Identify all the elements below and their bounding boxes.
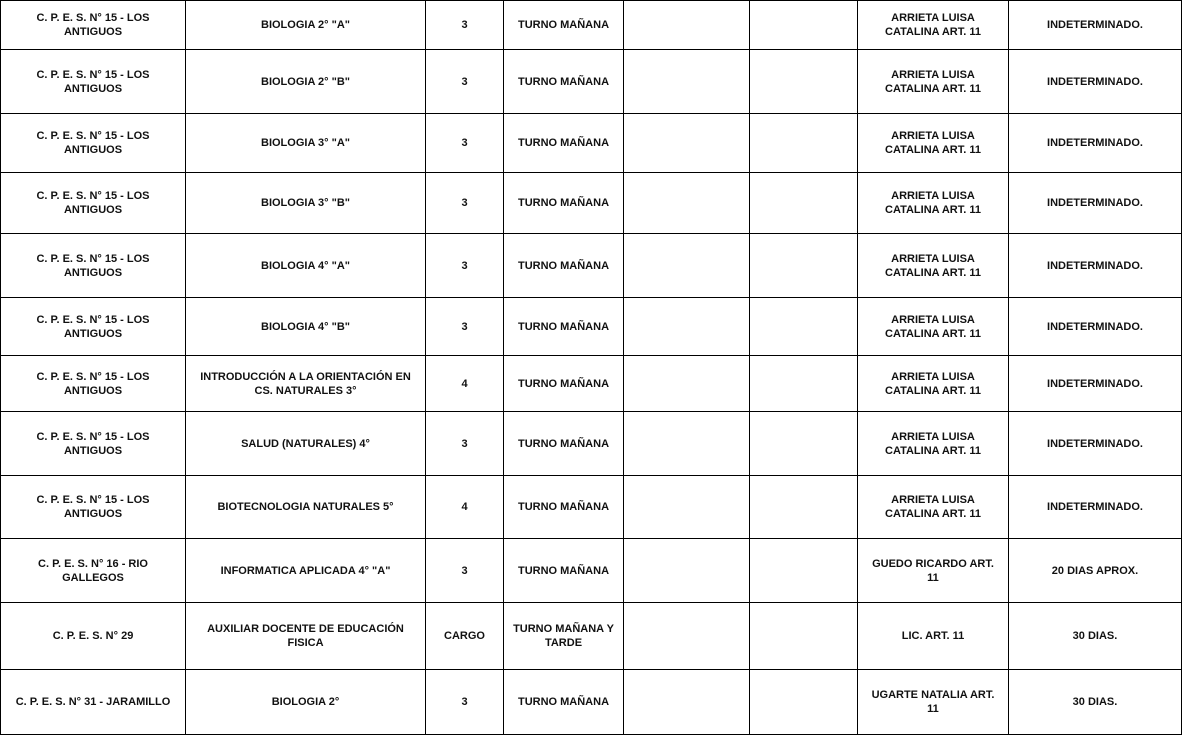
table-row (1, 603, 1182, 670)
holder-cell: ARRIETA LUISA CATALINA ART. 11 (858, 476, 1009, 539)
table-row (1, 476, 1182, 539)
hours-cell: 3 (426, 412, 504, 476)
empty-cell-5 (624, 234, 750, 298)
empty-cell-6 (750, 50, 858, 114)
holder-cell: ARRIETA LUISA CATALINA ART. 11 (858, 356, 1009, 412)
shift-cell: TURNO MAÑANA (504, 412, 624, 476)
shift-cell: TURNO MAÑANA (504, 539, 624, 603)
subject-cell: BIOTECNOLOGIA NATURALES 5° (186, 476, 426, 539)
hours-cell: 4 (426, 476, 504, 539)
holder-cell: ARRIETA LUISA CATALINA ART. 11 (858, 173, 1009, 234)
duration-cell: INDETERMINADO. (1009, 412, 1182, 476)
shift-cell: TURNO MAÑANA Y TARDE (504, 603, 624, 670)
empty-cell-5 (624, 114, 750, 173)
table-row (1, 412, 1182, 476)
school-cell: C. P. E. S. N° 16 - RIO GALLEGOS (1, 539, 186, 603)
shift-cell: TURNO MAÑANA (504, 234, 624, 298)
table-row (1, 1, 1182, 50)
hours-cell: 3 (426, 298, 504, 356)
shift-cell: TURNO MAÑANA (504, 50, 624, 114)
empty-cell-6 (750, 1, 858, 50)
empty-cell-6 (750, 539, 858, 603)
empty-cell-6 (750, 603, 858, 670)
table-row (1, 114, 1182, 173)
subject-cell: BIOLOGIA 4° "B" (186, 298, 426, 356)
table-row (1, 670, 1182, 735)
table-row (1, 173, 1182, 234)
subject-cell: AUXILIAR DOCENTE DE EDUCACIÓN FISICA (186, 603, 426, 670)
holder-cell: ARRIETA LUISA CATALINA ART. 11 (858, 1, 1009, 50)
hours-cell: 3 (426, 670, 504, 735)
table-row (1, 356, 1182, 412)
empty-cell-5 (624, 670, 750, 735)
hours-cell: 3 (426, 539, 504, 603)
subject-cell: BIOLOGIA 3° "A" (186, 114, 426, 173)
school-cell: C. P. E. S. N° 15 - LOS ANTIGUOS (1, 412, 186, 476)
subject-cell: BIOLOGIA 2° (186, 670, 426, 735)
subject-cell: BIOLOGIA 4° "A" (186, 234, 426, 298)
hours-cell: 3 (426, 173, 504, 234)
subject-cell: SALUD (NATURALES) 4° (186, 412, 426, 476)
hours-cell: CARGO (426, 603, 504, 670)
hours-cell: 3 (426, 114, 504, 173)
hours-cell: 4 (426, 356, 504, 412)
hours-cell: 3 (426, 234, 504, 298)
school-cell: C. P. E. S. N° 15 - LOS ANTIGUOS (1, 1, 186, 50)
school-cell: C. P. E. S. N° 15 - LOS ANTIGUOS (1, 50, 186, 114)
holder-cell: UGARTE NATALIA ART. 11 (858, 670, 1009, 735)
empty-cell-5 (624, 603, 750, 670)
empty-cell-5 (624, 412, 750, 476)
school-cell: C. P. E. S. N° 31 - JARAMILLO (1, 670, 186, 735)
empty-cell-5 (624, 1, 750, 50)
table-row (1, 298, 1182, 356)
hours-cell: 3 (426, 50, 504, 114)
subject-cell: BIOLOGIA 2° "B" (186, 50, 426, 114)
school-cell: C. P. E. S. N° 15 - LOS ANTIGUOS (1, 173, 186, 234)
duration-cell: INDETERMINADO. (1009, 356, 1182, 412)
duration-cell: 20 DIAS APROX. (1009, 539, 1182, 603)
holder-cell: LIC. ART. 11 (858, 603, 1009, 670)
shift-cell: TURNO MAÑANA (504, 670, 624, 735)
holder-cell: ARRIETA LUISA CATALINA ART. 11 (858, 298, 1009, 356)
duration-cell: INDETERMINADO. (1009, 476, 1182, 539)
empty-cell-6 (750, 234, 858, 298)
empty-cell-5 (624, 476, 750, 539)
holder-cell: GUEDO RICARDO ART. 11 (858, 539, 1009, 603)
empty-cell-5 (624, 298, 750, 356)
duration-cell: 30 DIAS. (1009, 603, 1182, 670)
table-row (1, 50, 1182, 114)
duration-cell: INDETERMINADO. (1009, 298, 1182, 356)
duration-cell: INDETERMINADO. (1009, 234, 1182, 298)
school-cell: C. P. E. S. N° 29 (1, 603, 186, 670)
school-cell: C. P. E. S. N° 15 - LOS ANTIGUOS (1, 356, 186, 412)
holder-cell: ARRIETA LUISA CATALINA ART. 11 (858, 50, 1009, 114)
table-row (1, 539, 1182, 603)
school-cell: C. P. E. S. N° 15 - LOS ANTIGUOS (1, 476, 186, 539)
empty-cell-6 (750, 298, 858, 356)
empty-cell-6 (750, 670, 858, 735)
empty-cell-6 (750, 173, 858, 234)
duration-cell: INDETERMINADO. (1009, 173, 1182, 234)
shift-cell: TURNO MAÑANA (504, 356, 624, 412)
empty-cell-6 (750, 356, 858, 412)
shift-cell: TURNO MAÑANA (504, 173, 624, 234)
empty-cell-6 (750, 412, 858, 476)
subject-cell: INFORMATICA APLICADA 4° "A" (186, 539, 426, 603)
shift-cell: TURNO MAÑANA (504, 476, 624, 539)
school-cell: C. P. E. S. N° 15 - LOS ANTIGUOS (1, 114, 186, 173)
empty-cell-6 (750, 476, 858, 539)
holder-cell: ARRIETA LUISA CATALINA ART. 11 (858, 234, 1009, 298)
school-cell: C. P. E. S. N° 15 - LOS ANTIGUOS (1, 234, 186, 298)
subject-cell: BIOLOGIA 3° "B" (186, 173, 426, 234)
subject-cell: BIOLOGIA 2° "A" (186, 1, 426, 50)
subject-cell: INTRODUCCIÓN A LA ORIENTACIÓN EN CS. NATURALES 3° (186, 356, 426, 412)
shift-cell: TURNO MAÑANA (504, 298, 624, 356)
empty-cell-5 (624, 539, 750, 603)
empty-cell-5 (624, 356, 750, 412)
table-row (1, 234, 1182, 298)
duration-cell: INDETERMINADO. (1009, 114, 1182, 173)
duration-cell: INDETERMINADO. (1009, 50, 1182, 114)
empty-cell-5 (624, 173, 750, 234)
holder-cell: ARRIETA LUISA CATALINA ART. 11 (858, 114, 1009, 173)
table-body (1, 1, 1182, 735)
empty-cell-6 (750, 114, 858, 173)
school-cell: C. P. E. S. N° 15 - LOS ANTIGUOS (1, 298, 186, 356)
holder-cell: ARRIETA LUISA CATALINA ART. 11 (858, 412, 1009, 476)
empty-cell-5 (624, 50, 750, 114)
hours-cell: 3 (426, 1, 504, 50)
duration-cell: 30 DIAS. (1009, 670, 1182, 735)
shift-cell: TURNO MAÑANA (504, 114, 624, 173)
shift-cell: TURNO MAÑANA (504, 1, 624, 50)
duration-cell: INDETERMINADO. (1009, 1, 1182, 50)
